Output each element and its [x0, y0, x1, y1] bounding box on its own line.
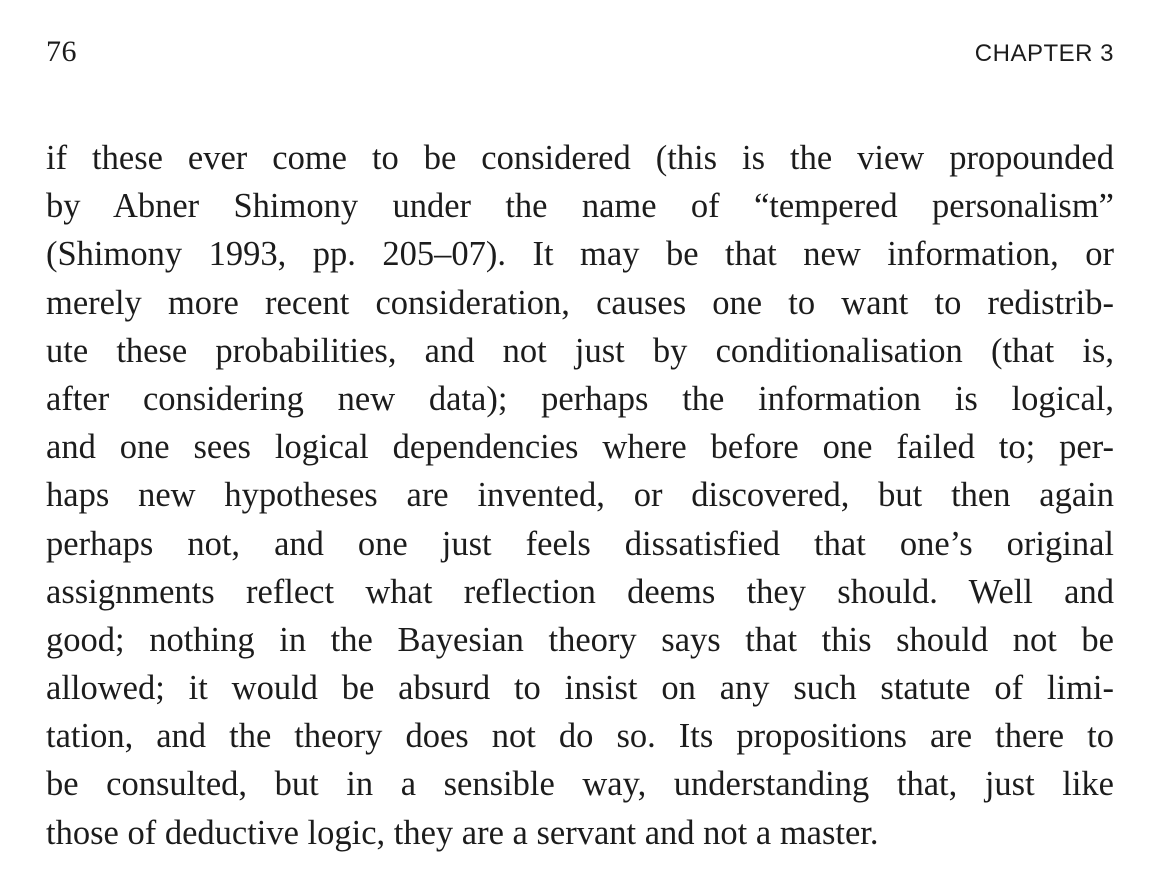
text-line: be consulted, but in a sensible way, understanding that, just like — [46, 765, 1114, 804]
text-line: haps new hypotheses are invented, or discovered, but then again — [46, 476, 1114, 515]
text-line: those of deductive logic, they are a servant and not a master. — [46, 813, 879, 852]
text-line: merely more recent consideration, causes one to want to redistrib- — [46, 283, 1114, 322]
body-paragraph — [46, 134, 1114, 857]
page-number: 76 — [46, 35, 77, 68]
text-line: ute these probabilities, and not just by conditionalisation (that is, — [46, 331, 1114, 370]
text-line: tation, and the theory does not do so. Its propositions are there to — [46, 717, 1114, 756]
text-line: perhaps not, and one just feels dissatisfied that one’s original — [46, 524, 1114, 563]
text-line: good; nothing in the Bayesian theory says that this should not be — [46, 620, 1114, 659]
text-line: after considering new data); perhaps the information is logical, — [46, 379, 1114, 418]
text-line: allowed; it would be absurd to insist on any such statute of limi- — [46, 669, 1114, 708]
text-line: by Abner Shimony under the name of “tempered personalism” — [46, 187, 1114, 226]
text-line: (Shimony 1993, pp. 205–07). It may be that new information, or — [46, 235, 1114, 274]
chapter-running-head: CHAPTER 3 — [974, 40, 1114, 67]
text-line: assignments reflect what reflection deems they should. Well and — [46, 572, 1114, 611]
text-line: if these ever come to be considered (this is the view propounded — [46, 139, 1114, 177]
text-line: and one sees logical dependencies where before one failed to; per- — [46, 428, 1114, 467]
page-header — [46, 34, 1114, 74]
